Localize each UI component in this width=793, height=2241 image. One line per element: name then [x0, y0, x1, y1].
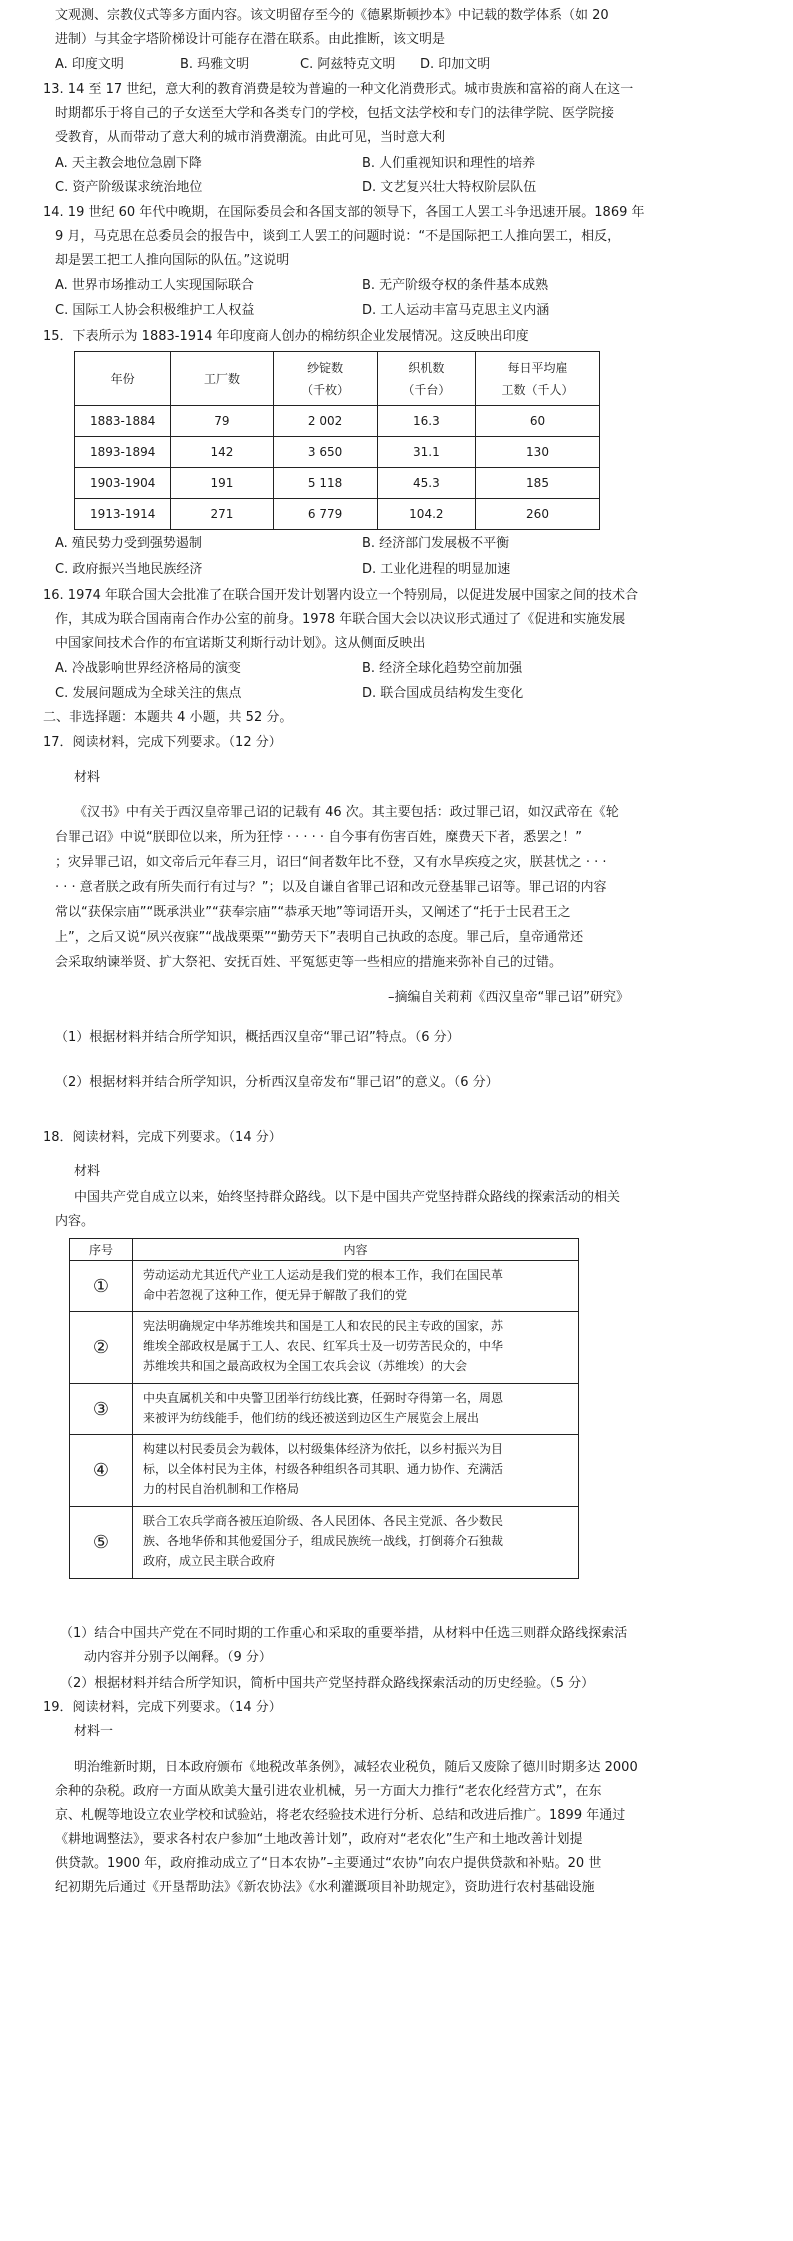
table-row [70, 1312, 579, 1384]
table-cell: 5 118 [273, 468, 377, 499]
q13-option-d: D. 文艺复兴壮大特权阶层队伍 [362, 180, 537, 195]
q15-header-factories: 工厂数 [171, 352, 273, 406]
row-content [133, 1435, 579, 1507]
q13-line-2: 时期都乐于将自己的子女送至大学和各类专门的学校，包括文法学校和专门的法律学院、医学院接 [55, 106, 615, 121]
section-2-heading: 二、非选择题：本题共 4 小题，共 52 分。 [43, 710, 293, 725]
table-cell: 260 [476, 499, 600, 530]
table-row [75, 499, 600, 530]
q16-option-d: D. 联合国成员结构发生变化 [362, 686, 524, 701]
q14-line-3: 却是罢工把工人推向国际的队伍。”这说明 [55, 253, 290, 268]
q13-line-3: 受教育，从而带动了意大利的城市消费潮流。由此可见，当时意大利 [55, 130, 446, 145]
row-number: ② [70, 1312, 133, 1384]
table-cell: 130 [476, 437, 600, 468]
row-line: 宪法明确规定中华苏维埃共和国是工人和农民的民主专政的国家，苏 [143, 1319, 504, 1333]
q19-para-line-2: 余种的杂税。政府一方面从欧美大量引进农业机械，另一方面大力推行“老农化经营方式”，在东 [55, 1784, 602, 1799]
q18-intro-line-1: 中国共产党自成立以来，始终坚持群众路线。以下是中国共产党坚持群众路线的探索活动的相关 [74, 1190, 621, 1205]
q14-option-b: B. 无产阶级夺权的条件基本成熟 [362, 278, 549, 293]
table-cell: 16.3 [377, 406, 475, 437]
table-row [70, 1507, 579, 1579]
q15-option-b: B. 经济部门发展极不平衡 [362, 536, 510, 551]
q18-requirement-1-line-2: 动内容并分别予以阐释。（9 分） [84, 1650, 272, 1665]
q18-stem: 18．阅读材料，完成下列要求。（14 分） [43, 1130, 282, 1145]
row-line: 构建以村民委员会为载体，以村级集体经济为依托，以乡村振兴为目 [143, 1442, 504, 1456]
q12-option-d: D. 印加文明 [420, 57, 491, 72]
table-row [70, 1435, 579, 1507]
row-number: ④ [70, 1435, 133, 1507]
table-cell: 1903-1904 [75, 468, 171, 499]
row-line: 政府，成立民主联合政府 [143, 1554, 276, 1568]
row-line: 力的村民自治机制和工作格局 [143, 1482, 300, 1496]
row-number: ⑤ [70, 1507, 133, 1579]
q13-line-1: 13. 14 至 17 世纪，意大利的教育消费是较为普遍的一种文化消费形式。城市贵族和富裕的商人在这一 [43, 82, 634, 97]
table-cell: 1913-1914 [75, 499, 171, 530]
q15-header-workers: 每日平均雇 工数（千人） [476, 352, 600, 406]
row-line: 联合工农兵学商各被压迫阶级、各人民团体、各民主党派、各少数民 [143, 1514, 504, 1528]
row-line: 苏维埃共和国之最高政权为全国工农兵会议（苏维埃）的大会 [143, 1359, 468, 1373]
table-row [75, 437, 600, 468]
row-line: 中央直属机关和中央警卫团举行纺线比赛，任弼时夺得第一名，周恩 [143, 1391, 504, 1405]
q17-source: –摘编自关莉莉《西汉皇帝“罪己诏”研究》 [388, 990, 629, 1005]
q12-line-2: 进制）与其金字塔阶梯设计可能存在潜在联系。由此推断，该文明是 [55, 32, 446, 47]
table-row [75, 406, 600, 437]
table-row [75, 468, 600, 499]
q15-header-looms: 织机数 （千台） [377, 352, 475, 406]
q17-para-line-3: ；灾异罪己诏，如文帝后元年春三月，诏曰“间者数年比不登，又有水旱疾疫之灾，朕甚忧之 · · · [55, 855, 607, 870]
q18-requirement-1-line-1: （1）结合中国共产党在不同时期的工作重心和采取的重要举措，从材料中任选三则群众路线探索活 [60, 1626, 628, 1641]
table-cell: 142 [171, 437, 273, 468]
q19-material-label: 材料一 [74, 1724, 114, 1739]
row-line: 命中若忽视了这种工作，便无异于解散了我们的党 [143, 1288, 408, 1302]
q17-para-line-6: 上”，之后又说“夙兴夜寐”“战战栗栗”“勤劳天下”表明自己执政的态度。罪己后，皇帝通常还 [55, 930, 584, 945]
q19-para-line-4: 《耕地调整法》，要求各村农户参加“土地改善计划”，政府对“老农化”生产和土地改善计划提 [55, 1832, 583, 1847]
q16-line-3: 中国家间技术合作的布宜诺斯艾利斯行动计划》。这从侧面反映出 [55, 636, 426, 651]
q17-requirement-2: （2）根据材料并结合所学知识，分析西汉皇帝发布“罪己诏”的意义。（6 分） [55, 1075, 499, 1090]
table-cell: 6 779 [273, 499, 377, 530]
q15-header-spindles: 纱锭数 （千枚） [273, 352, 377, 406]
row-content [133, 1312, 579, 1384]
row-content [133, 1507, 579, 1579]
table-cell: 1893-1894 [75, 437, 171, 468]
table-cell: 79 [171, 406, 273, 437]
q15-table-header-row [75, 352, 600, 406]
q19-para-line-1: 明治维新时期，日本政府颁布《地税改革条例》，减轻农业税负，随后又废除了德川时期多达 2000 [74, 1760, 638, 1775]
row-line: 维埃全部政权是属于工人、农民、红军兵士及一切劳苦民众的，中华 [143, 1339, 504, 1353]
table-cell: 60 [476, 406, 600, 437]
row-line: 劳动运动尤其近代产业工人运动是我们党的根本工作，我们在国民革 [143, 1268, 504, 1282]
q14-option-c: C. 国际工人协会积极维护工人权益 [55, 303, 255, 318]
q13-option-b: B. 人们重视知识和理性的培养 [362, 156, 536, 171]
q17-stem: 17．阅读材料，完成下列要求。（12 分） [43, 735, 282, 750]
table-row [70, 1384, 579, 1435]
q17-para-line-2: 台罪己诏》中说“朕即位以来，所为狂悖 · · · · · 自今事有伤害百姓，糜费天下者，悉罢之！” [55, 830, 582, 845]
q17-para-line-5: 常以“获保宗庙”“既承洪业”“获奉宗庙”“恭承天地”等词语开头，又阐述了“托于士民君王之 [55, 905, 571, 920]
q17-requirement-1: （1）根据材料并结合所学知识，概括西汉皇帝“罪己诏”特点。（6 分） [55, 1030, 460, 1045]
table-cell: 2 002 [273, 406, 377, 437]
q18-intro-line-2: 内容。 [55, 1214, 95, 1229]
q16-option-a: A. 冷战影响世界经济格局的演变 [55, 661, 241, 676]
q17-material-label: 材料 [74, 770, 101, 785]
row-content [133, 1384, 579, 1435]
q16-option-c: C. 发展问题成为全球关注的焦点 [55, 686, 242, 701]
table-cell: 271 [171, 499, 273, 530]
row-content [133, 1261, 579, 1312]
q19-stem: 19．阅读材料，完成下列要求。（14 分） [43, 1700, 282, 1715]
q19-para-line-3: 京、札幌等地设立农业学校和试验站，将老农经验技术进行分析、总结和改进后推广。1899 年通过 [55, 1808, 626, 1823]
q14-option-a: A. 世界市场推动工人实现国际联合 [55, 278, 254, 293]
table-cell: 3 650 [273, 437, 377, 468]
row-number: ③ [70, 1384, 133, 1435]
table-cell: 45.3 [377, 468, 475, 499]
q13-option-a: A. 天主教会地位急剧下降 [55, 156, 202, 171]
table-cell: 191 [171, 468, 273, 499]
q15-option-a: A. 殖民势力受到强势遏制 [55, 536, 202, 551]
q17-para-line-7: 会采取纳谏举贤、扩大祭祀、安抚百姓、平冤惩吏等一些相应的措施来弥补自己的过错。 [55, 955, 563, 970]
q18-requirement-2: （2）根据材料并结合所学知识，简析中国共产党坚持群众路线探索活动的历史经验。（5 分） [60, 1676, 595, 1691]
q19-para-line-6: 纪初期先后通过《开垦帮助法》《新农协法》《水利灌溉项目补助规定》，资助进行农村基础设施 [55, 1880, 595, 1895]
q16-line-1: 16. 1974 年联合国大会批准了在联合国开发计划署内设立一个特别局，以促进发展中国家之间的技术合 [43, 588, 639, 603]
q16-option-b: B. 经济全球化趋势空前加强 [362, 661, 523, 676]
q12-option-b: B. 玛雅文明 [180, 57, 250, 72]
q12-option-c: C. 阿兹特克文明 [300, 57, 396, 72]
table-cell: 104.2 [377, 499, 475, 530]
q15-table [74, 351, 600, 530]
q16-line-2: 作，其成为联合国南南合作办公室的前身。1978 年联合国大会以决议形式通过了《促进和实施发展 [55, 612, 626, 627]
table-row [70, 1261, 579, 1312]
q17-para-line-1: 《汉书》中有关于西汉皇帝罪己诏的记载有 46 次。其主要包括：政过罪己诏，如汉武帝在《轮 [74, 805, 619, 820]
table-cell: 1883-1884 [75, 406, 171, 437]
table-cell: 31.1 [377, 437, 475, 468]
q15-option-d: D. 工业化进程的明显加速 [362, 562, 511, 577]
q15-stem: 15．下表所示为 1883-1914 年印度商人创办的棉纺织企业发展情况。这反映出印度 [43, 329, 529, 344]
q14-option-d: D. 工人运动丰富马克思主义内涵 [362, 303, 550, 318]
q14-line-1: 14. 19 世纪 60 年代中晚期，在国际委员会和各国支部的领导下，各国工人罢工斗争迅速开展。1869 年 [43, 205, 645, 220]
q15-option-c: C. 政府振兴当地民族经济 [55, 562, 203, 577]
row-line: 来被评为纺线能手，他们纺的线还被送到边区生产展览会上展出 [143, 1411, 480, 1425]
q18-table-header-row [70, 1239, 579, 1261]
q15-header-year: 年份 [75, 352, 171, 406]
q18-header-content: 内容 [133, 1239, 579, 1261]
row-line: 族、各地华侨和其他爱国分子，组成民族统一战线，打倒蒋介石独裁 [143, 1534, 504, 1548]
q13-option-c: C. 资产阶级谋求统治地位 [55, 180, 203, 195]
q17-para-line-4: · · · 意者朕之政有所失而行有过与？”；以及自谦自省罪己诏和改元登基罪己诏等。罪己诏的内容 [55, 880, 607, 895]
table-cell: 185 [476, 468, 600, 499]
q18-material-label: 材料 [74, 1164, 101, 1179]
q19-para-line-5: 供贷款。1900 年，政府推动成立了“日本农协”–主要通过“农协”向农户提供贷款和补贴。20 世 [55, 1856, 602, 1871]
q14-line-2: 9 月，马克思在总委员会的报告中，谈到工人罢工的问题时说：“不是国际把工人推向罢工，相反， [55, 229, 621, 244]
q12-option-a: A. 印度文明 [55, 57, 124, 72]
q18-header-number: 序号 [70, 1239, 133, 1261]
q12-line-1: 文观测、宗教仪式等多方面内容。该文明留存至今的《德累斯顿抄本》中记载的数学体系（如 20 [55, 8, 609, 23]
row-line: 标，以全体村民为主体，村级各种组织各司其职、通力协作、充满活 [143, 1462, 504, 1476]
row-number: ① [70, 1261, 133, 1312]
q18-table [69, 1238, 579, 1579]
